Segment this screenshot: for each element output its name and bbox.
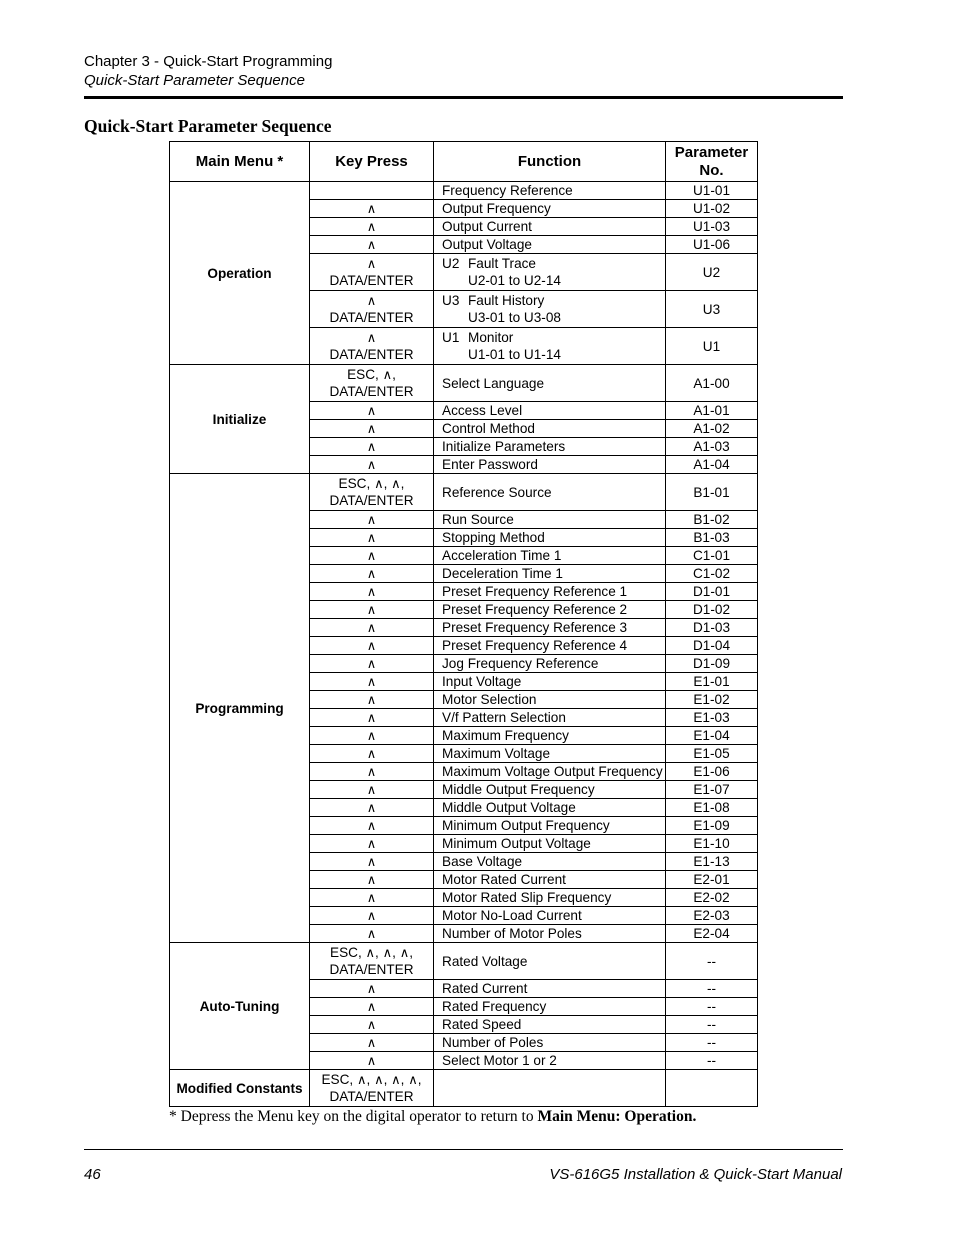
key-press-cell <box>310 200 434 218</box>
key-press-cell <box>310 254 434 291</box>
parameter-cell: E2-03 <box>666 907 758 925</box>
key-press-line: DATA/ENTER <box>329 1089 414 1104</box>
function-cell <box>434 565 666 583</box>
up-arrow-icon: ∧ <box>366 602 377 617</box>
up-arrow-icon: ∧ <box>365 945 376 960</box>
key-press-cell <box>310 781 434 799</box>
function-cell <box>434 853 666 871</box>
key-press-cell <box>310 529 434 547</box>
parameter-cell: E1-02 <box>666 691 758 709</box>
parameter-cell: E1-01 <box>666 673 758 691</box>
up-arrow-icon: ∧ <box>366 836 377 851</box>
key-press-cell <box>310 799 434 817</box>
up-arrow-icon: ∧ <box>366 530 377 545</box>
key-press-cell <box>310 583 434 601</box>
key-press-cell <box>310 980 434 998</box>
key-press-cell <box>310 420 434 438</box>
function-range: U2-01 to U2-14 <box>468 273 561 288</box>
parameter-cell: B1-02 <box>666 511 758 529</box>
up-arrow-icon: ∧ <box>366 201 377 216</box>
up-arrow-icon: ∧ <box>366 908 377 923</box>
parameter-cell: -- <box>666 943 758 980</box>
key-press-cell <box>310 438 434 456</box>
key-press-cell <box>310 601 434 619</box>
key-press-line: DATA/ENTER <box>329 384 414 399</box>
key-press-cell <box>310 998 434 1016</box>
function-cell <box>434 254 666 291</box>
parameter-cell: D1-02 <box>666 601 758 619</box>
up-arrow-icon: ∧ <box>366 746 377 761</box>
key-press-cell <box>310 835 434 853</box>
up-arrow-icon: ∧ <box>366 403 377 418</box>
function-label: Frequency Reference <box>442 183 573 198</box>
function-label: V/f Pattern Selection <box>442 710 566 725</box>
key-press-cell <box>310 1034 434 1052</box>
function-cell <box>434 673 666 691</box>
function-label: Rated Current <box>442 981 528 996</box>
function-label: Minimum Output Frequency <box>442 818 610 833</box>
parameter-cell: -- <box>666 1016 758 1034</box>
function-cell <box>434 763 666 781</box>
up-arrow-icon: ∧ <box>366 638 377 653</box>
function-range: U3-01 to U3-08 <box>468 310 561 325</box>
parameter-cell: E1-03 <box>666 709 758 727</box>
key-press-cell <box>310 673 434 691</box>
function-cell <box>434 511 666 529</box>
parameter-cell: D1-04 <box>666 637 758 655</box>
up-arrow-icon: ∧ <box>366 782 377 797</box>
up-arrow-icon: ∧ <box>366 692 377 707</box>
key-press-cell <box>310 871 434 889</box>
header-chapter: Chapter 3 - Quick-Start Programming <box>84 53 333 70</box>
function-label: Motor Rated Current <box>442 872 566 887</box>
up-arrow-icon: ∧ <box>366 674 377 689</box>
up-arrow-icon: ∧ <box>366 219 377 234</box>
function-cell <box>434 980 666 998</box>
parameter-cell: U2 <box>666 254 758 291</box>
function-cell <box>434 438 666 456</box>
footnote-bold: Main Menu: Operation. <box>537 1108 697 1125</box>
function-label: Rated Speed <box>442 1017 522 1032</box>
function-label: Number of Poles <box>442 1035 544 1050</box>
up-arrow-icon: ∧ <box>366 330 377 345</box>
function-cell <box>434 1016 666 1034</box>
footnote-text: * Depress the Menu key on the digital operator to return to <box>169 1108 538 1125</box>
function-cell <box>434 420 666 438</box>
footer-rule <box>84 1149 843 1150</box>
function-cell <box>434 236 666 254</box>
function-label: Middle Output Frequency <box>442 782 595 797</box>
key-press-cell: ESC, ∧, ∧, ∧, DATA/ENTER <box>310 943 434 980</box>
function-cell <box>434 402 666 420</box>
function-label: Deceleration Time 1 <box>442 566 563 581</box>
up-arrow-icon: ∧ <box>382 367 393 382</box>
function-range: U1-01 to U1-14 <box>468 347 561 362</box>
function-label: Input Voltage <box>442 674 522 689</box>
key-press-cell <box>310 218 434 236</box>
function-label: Initialize Parameters <box>442 439 566 454</box>
function-label: Preset Frequency Reference 3 <box>442 620 628 635</box>
key-press-cell: ESC, ∧, ∧, DATA/ENTER <box>310 474 434 511</box>
key-press-cell <box>310 547 434 565</box>
function-label: Maximum Frequency <box>442 728 569 743</box>
function-cell <box>434 1034 666 1052</box>
manual-title: VS-616G5 Installation & Quick-Start Manual <box>549 1166 842 1183</box>
key-press-cell <box>310 565 434 583</box>
function-label: Access Level <box>442 403 523 418</box>
parameter-cell <box>666 1070 758 1107</box>
up-arrow-icon: ∧ <box>366 439 377 454</box>
key-press-cell <box>310 637 434 655</box>
parameter-cell: E1-06 <box>666 763 758 781</box>
up-arrow-icon: ∧ <box>366 512 377 527</box>
function-cell <box>434 529 666 547</box>
key-press-cell <box>310 1016 434 1034</box>
function-label: Enter Password <box>442 457 538 472</box>
header-key-press: Key Press <box>310 142 434 182</box>
function-cell <box>434 907 666 925</box>
parameter-cell: U1-03 <box>666 218 758 236</box>
function-label: Select Language <box>442 375 545 391</box>
up-arrow-icon: ∧ <box>374 476 384 491</box>
footnote <box>169 1108 696 1126</box>
up-arrow-icon: ∧ <box>391 476 401 491</box>
up-arrow-icon: ∧ <box>366 457 377 472</box>
main-menu-cell: Auto-Tuning <box>170 943 310 1070</box>
page-number: 46 <box>84 1166 101 1183</box>
parameter-cell: U1-06 <box>666 236 758 254</box>
function-label: Maximum Voltage Output Frequency <box>442 764 663 779</box>
up-arrow-icon: ∧ <box>408 1072 418 1087</box>
parameter-cell: A1-01 <box>666 402 758 420</box>
function-cell <box>434 601 666 619</box>
function-label: Motor Rated Slip Frequency <box>442 890 612 905</box>
main-menu-cell: Initialize <box>170 365 310 474</box>
up-arrow-icon: ∧ <box>366 728 377 743</box>
function-cell <box>434 835 666 853</box>
parameter-cell: A1-04 <box>666 456 758 474</box>
function-label: Jog Frequency Reference <box>442 656 599 671</box>
function-cell <box>434 547 666 565</box>
parameter-cell: E1-07 <box>666 781 758 799</box>
function-label: Base Voltage <box>442 854 523 869</box>
main-menu-cell: Modified Constants <box>170 1070 310 1107</box>
function-cell <box>434 709 666 727</box>
function-label: Preset Frequency Reference 4 <box>442 638 628 653</box>
up-arrow-icon: ∧ <box>366 256 377 271</box>
key-press-cell <box>310 889 434 907</box>
parameter-cell: D1-09 <box>666 655 758 673</box>
function-label: Number of Motor Poles <box>442 926 582 941</box>
function-label: Middle Output Voltage <box>442 800 576 815</box>
header-section: Quick-Start Parameter Sequence <box>84 72 305 89</box>
function-cell <box>434 727 666 745</box>
parameter-cell: C1-02 <box>666 565 758 583</box>
function-label: Rated Voltage <box>442 953 528 969</box>
parameter-cell: -- <box>666 1052 758 1070</box>
header-rule <box>84 96 843 99</box>
up-arrow-icon: ∧ <box>366 548 377 563</box>
monitor-code: U3 <box>442 293 460 308</box>
key-press-cell <box>310 763 434 781</box>
function-label: Reference Source <box>442 484 552 500</box>
parameter-cell: -- <box>666 980 758 998</box>
key-press-cell: ESC, ∧, DATA/ENTER <box>310 365 434 402</box>
function-label: Preset Frequency Reference 1 <box>442 584 628 599</box>
up-arrow-icon: ∧ <box>366 1017 377 1032</box>
function-cell <box>434 799 666 817</box>
key-press-cell <box>310 691 434 709</box>
key-press-cell <box>310 655 434 673</box>
function-label: Output Current <box>442 219 532 234</box>
function-cell <box>434 583 666 601</box>
up-arrow-icon: ∧ <box>366 818 377 833</box>
header-function: Function <box>434 142 666 182</box>
key-press-line: DATA/ENTER <box>329 347 414 362</box>
header-parameter-no: Parameter No. <box>666 142 758 182</box>
function-cell <box>434 1052 666 1070</box>
parameter-cell: A1-03 <box>666 438 758 456</box>
key-press-line: DATA/ENTER <box>329 493 414 508</box>
function-cell <box>434 200 666 218</box>
key-press-cell <box>310 727 434 745</box>
key-press-cell <box>310 182 434 200</box>
parameter-cell: U3 <box>666 291 758 328</box>
function-cell <box>434 781 666 799</box>
up-arrow-icon: ∧ <box>366 890 377 905</box>
up-arrow-icon: ∧ <box>391 1072 401 1087</box>
up-arrow-icon: ∧ <box>366 656 377 671</box>
up-arrow-icon: ∧ <box>366 1035 377 1050</box>
up-arrow-icon: ∧ <box>366 764 377 779</box>
parameter-cell: -- <box>666 1034 758 1052</box>
parameter-cell: E2-02 <box>666 889 758 907</box>
function-label: Select Motor 1 or 2 <box>442 1053 557 1068</box>
key-press-cell <box>310 853 434 871</box>
key-press-cell <box>310 511 434 529</box>
key-press-cell <box>310 709 434 727</box>
quick-start-table <box>169 141 758 1107</box>
table-row <box>170 182 758 200</box>
parameter-cell: U1-01 <box>666 182 758 200</box>
function-cell <box>434 474 666 511</box>
up-arrow-icon: ∧ <box>366 293 377 308</box>
function-cell <box>434 365 666 402</box>
function-cell <box>434 182 666 200</box>
up-arrow-icon: ∧ <box>366 584 377 599</box>
running-header <box>84 52 332 90</box>
key-press-cell <box>310 619 434 637</box>
key-press-cell <box>310 402 434 420</box>
up-arrow-icon: ∧ <box>366 620 377 635</box>
function-cell <box>434 817 666 835</box>
monitor-code: U1 <box>442 330 460 345</box>
main-menu-cell: Programming <box>170 474 310 943</box>
parameter-cell: B1-01 <box>666 474 758 511</box>
function-cell <box>434 925 666 943</box>
parameter-cell: -- <box>666 998 758 1016</box>
function-label: Minimum Output Voltage <box>442 836 591 851</box>
function-cell <box>434 998 666 1016</box>
up-arrow-icon: ∧ <box>366 926 377 941</box>
function-cell <box>434 619 666 637</box>
up-arrow-icon: ∧ <box>366 710 377 725</box>
up-arrow-icon: ∧ <box>366 854 377 869</box>
function-label: Fault History <box>468 293 545 308</box>
function-label: Run Source <box>442 512 514 527</box>
up-arrow-icon: ∧ <box>366 872 377 887</box>
parameter-cell: D1-01 <box>666 583 758 601</box>
function-label: Acceleration Time 1 <box>442 548 562 563</box>
key-press-cell <box>310 925 434 943</box>
function-label: Preset Frequency Reference 2 <box>442 602 628 617</box>
up-arrow-icon: ∧ <box>366 800 377 815</box>
key-press-cell <box>310 907 434 925</box>
parameter-cell: B1-03 <box>666 529 758 547</box>
parameter-cell: U1-02 <box>666 200 758 218</box>
parameter-cell: A1-02 <box>666 420 758 438</box>
monitor-code: U2 <box>442 256 460 271</box>
function-cell <box>434 943 666 980</box>
up-arrow-icon: ∧ <box>382 945 393 960</box>
function-cell <box>434 871 666 889</box>
up-arrow-icon: ∧ <box>399 945 410 960</box>
up-arrow-icon: ∧ <box>366 981 377 996</box>
function-label: Output Voltage <box>442 237 532 252</box>
main-menu-cell: Operation <box>170 182 310 365</box>
up-arrow-icon: ∧ <box>366 566 377 581</box>
function-cell <box>434 889 666 907</box>
function-label: Output Frequency <box>442 201 551 216</box>
up-arrow-icon: ∧ <box>366 999 377 1014</box>
parameter-cell: E1-09 <box>666 817 758 835</box>
key-press-line: DATA/ENTER <box>329 310 414 325</box>
parameter-cell: D1-03 <box>666 619 758 637</box>
table-row <box>170 474 758 511</box>
parameter-cell: E2-04 <box>666 925 758 943</box>
function-cell <box>434 637 666 655</box>
header-main-menu: Main Menu * <box>170 142 310 182</box>
function-cell <box>434 328 666 365</box>
key-press-cell <box>310 817 434 835</box>
key-press-cell <box>310 1052 434 1070</box>
key-press-cell <box>310 236 434 254</box>
up-arrow-icon: ∧ <box>374 1072 384 1087</box>
key-press-cell <box>310 456 434 474</box>
key-press-cell: ESC, ∧, ∧, ∧, ∧, DATA/ENTER <box>310 1070 434 1107</box>
parameter-cell: C1-01 <box>666 547 758 565</box>
key-press-line: DATA/ENTER <box>329 962 414 977</box>
function-label: Motor No-Load Current <box>442 908 582 923</box>
table-row <box>170 943 758 980</box>
parameter-cell: E1-10 <box>666 835 758 853</box>
section-title: Quick-Start Parameter Sequence <box>84 116 332 136</box>
function-cell <box>434 1070 666 1107</box>
function-label: Fault Trace <box>468 256 536 271</box>
function-label: Rated Frequency <box>442 999 547 1014</box>
up-arrow-icon: ∧ <box>366 1053 377 1068</box>
function-label: Control Method <box>442 421 535 436</box>
function-label: Maximum Voltage <box>442 746 551 761</box>
key-press-line: DATA/ENTER <box>329 273 414 288</box>
function-label: Stopping Method <box>442 530 545 545</box>
function-label: Monitor <box>468 330 514 345</box>
function-cell <box>434 456 666 474</box>
function-cell <box>434 655 666 673</box>
parameter-cell: U1 <box>666 328 758 365</box>
up-arrow-icon: ∧ <box>366 237 377 252</box>
parameter-cell: A1-00 <box>666 365 758 402</box>
parameter-cell: E1-08 <box>666 799 758 817</box>
function-cell <box>434 745 666 763</box>
table-row <box>170 1070 758 1107</box>
parameter-cell: E2-01 <box>666 871 758 889</box>
up-arrow-icon: ∧ <box>356 1072 367 1087</box>
function-cell <box>434 691 666 709</box>
up-arrow-icon: ∧ <box>366 421 377 436</box>
key-press-cell <box>310 328 434 365</box>
parameter-cell: E1-13 <box>666 853 758 871</box>
key-press-cell <box>310 745 434 763</box>
key-press-cell <box>310 291 434 328</box>
table-row <box>170 365 758 402</box>
function-cell <box>434 218 666 236</box>
function-label: Motor Selection <box>442 692 537 707</box>
parameter-cell: E1-04 <box>666 727 758 745</box>
function-cell <box>434 291 666 328</box>
parameter-cell: E1-05 <box>666 745 758 763</box>
